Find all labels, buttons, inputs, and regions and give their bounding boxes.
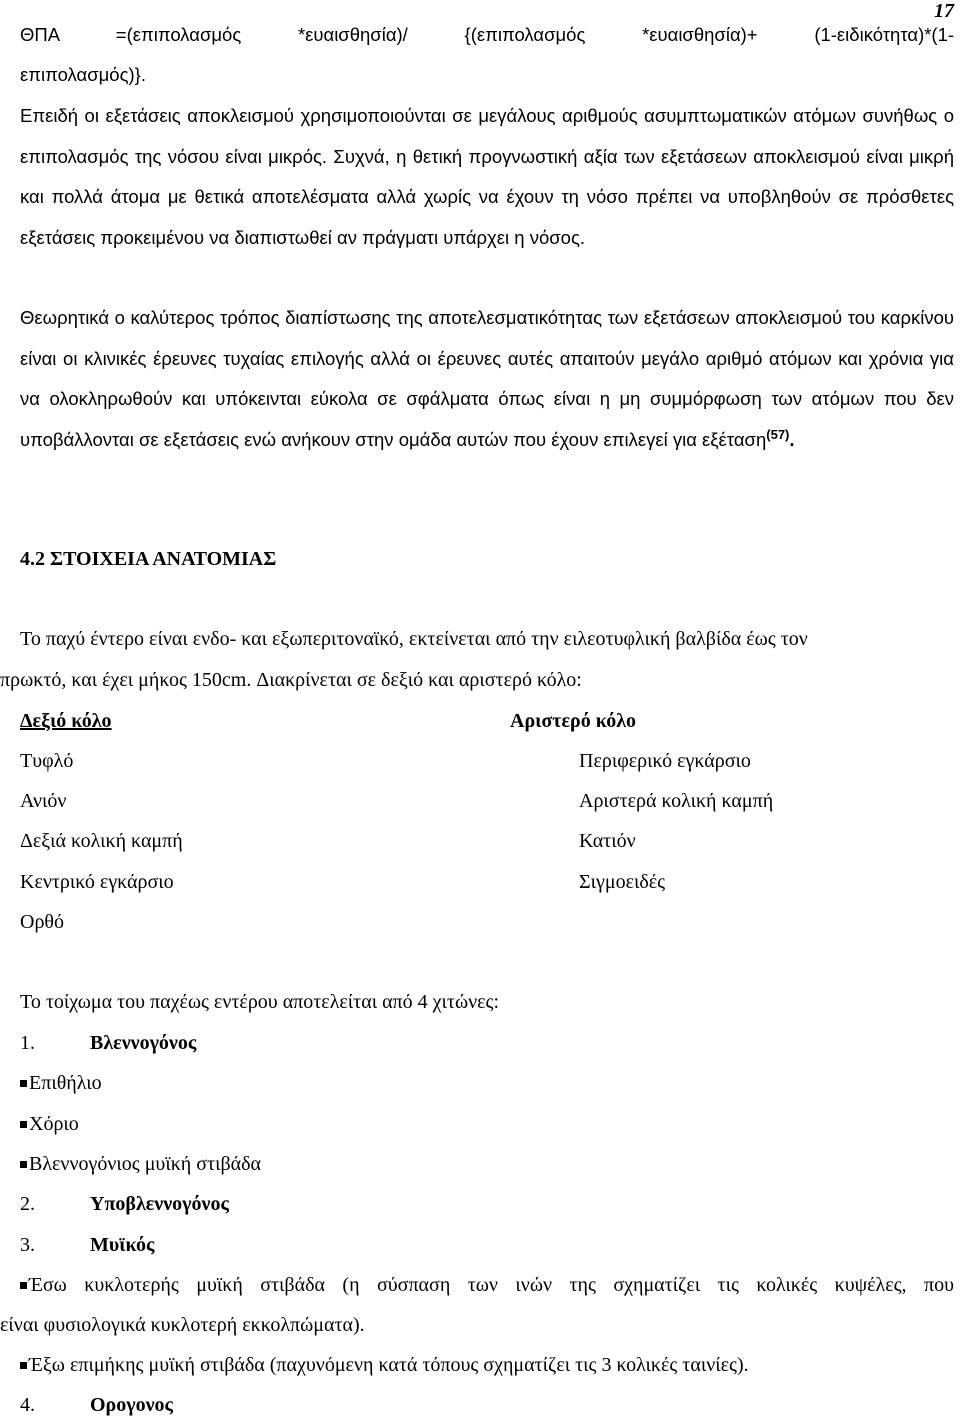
page-number: 17 <box>934 0 954 22</box>
paragraph-theory <box>20 298 954 460</box>
formula-term: ΘΠΑ <box>20 24 60 45</box>
left-colon-item: Σιγμοειδές <box>579 871 666 893</box>
left-colon-heading: Αριστερό κόλο <box>510 710 637 732</box>
sub-layer-label: Βλεννογόνιος μυϊκή στιβάδα <box>29 1153 262 1175</box>
right-colon-item: Ορθό <box>20 911 65 933</box>
bullet-icon <box>20 1121 27 1128</box>
bullet-icon <box>20 1362 27 1369</box>
bullet-icon <box>20 1282 27 1289</box>
bullet-icon <box>20 1080 27 1087</box>
paragraph-theory-end: . <box>789 428 795 450</box>
formula-term: *ευαισθησία)+ <box>642 24 758 45</box>
formula-term: {(επιπολασμός <box>464 24 586 45</box>
formula-term: (1-ειδικότητα)*(1- <box>814 24 955 45</box>
layer-1-sub <box>20 1153 261 1176</box>
layer-3 <box>20 1234 154 1257</box>
left-colon-item: Περιφερικό εγκάρσιο <box>579 750 751 772</box>
formula-line-1 <box>20 24 954 46</box>
paragraph-theory-text: Θεωρητικά ο καλύτερος τρόπος διαπίστωσης της αποτελεσματικότητας των εξετάσεων αποκλεισμού του καρκίνου είναι οι κλινικές έρευνες τυχαίας επιλογής αλλά οι έρευνες αυτές απαιτούν μεγάλο αριθμό ατόμων και χρόνια για να ολοκληρωθούν και υπόκεινται εύκολα σε σφάλματα όπως είναι η μη συμμόρφωση των ατόμων που δεν υποβάλλονται σε εξετάσεις ενώ ανήκουν στην ομάδα αυτών που έχουν επιλεγεί για εξέταση <box>20 307 954 450</box>
anatomy-intro-line-1: Το παχύ έντερο είναι ενδο- και εξωπεριτοναϊκό, εκτείνεται από την ειλεοτυφλική βαλβίδα έως τον <box>20 628 808 650</box>
layer-name: Βλεννογόνος <box>90 1032 197 1054</box>
layer-name: Ορογονος <box>90 1394 173 1416</box>
right-colon-item: Κεντρικό εγκάρσιο <box>20 871 174 893</box>
sub-layer-label: Χόριο <box>29 1113 79 1135</box>
sub-layer-label: Επιθήλιο <box>29 1072 102 1094</box>
layer-4 <box>20 1394 173 1417</box>
sub-layer-label: Έσω κυκλοτερής μυϊκή στιβάδα (η σύσπαση των ινών της σχηματίζει τις κολικές κυψέλες, που <box>29 1274 954 1296</box>
right-colon-item: Ανιόν <box>20 790 67 812</box>
layer-3-sub-1 <box>20 1274 954 1297</box>
layer-1-sub <box>20 1113 79 1136</box>
layer-number: 2. <box>20 1193 35 1215</box>
paragraph-screening: Επειδή οι εξετάσεις αποκλεισμού χρησιμοποιούνται σε μεγάλους αριθμούς ασυμπτωματικών ατόμων συνήθως ο επιπολασμός της νόσου είναι μικρός. Συχνά, η θετική προγνωστική αξία των εξετάσεων αποκλεισμού είναι μικρή και πολλά άτομα με θετικά αποτελέσματα αλλά χωρίς να έχουν τη νόσο πρέπει να υποβληθούν σε πρόσθετες εξετάσεις προκειμένου να διαπιστωθεί αν πράγματι υπάρχει η νόσος. <box>20 105 954 248</box>
wall-intro: Το τοίχωμα του παχέως εντέρου αποτελείται από 4 χιτώνες: <box>20 991 500 1013</box>
layer-number: 1. <box>20 1032 35 1054</box>
layer-3-sub-2 <box>20 1354 749 1377</box>
left-colon-item: Αριστερά κολική καμπή <box>579 790 774 812</box>
layer-number: 3. <box>20 1234 35 1256</box>
formula-term: *ευαισθησία)/ <box>297 24 408 45</box>
section-heading: 4.2 ΣΤΟΙΧΕΙΑ ΑΝΑΤΟΜΙΑΣ <box>20 548 277 570</box>
bullet-icon <box>20 1161 27 1168</box>
layer-2 <box>20 1193 229 1216</box>
right-colon-item: Τυφλό <box>20 750 74 772</box>
layer-name: Υποβλεννογόνος <box>90 1193 229 1215</box>
layer-1-sub <box>20 1072 102 1095</box>
anatomy-intro-line-2: πρωκτό, και έχει μήκος 150cm. Διακρίνεται σε δεξιό και αριστερό κόλο: <box>0 669 582 691</box>
right-colon-item: Δεξιά κολική καμπή <box>20 830 183 852</box>
formula-term: =(επιπολασμός <box>115 24 242 45</box>
layer-number: 4. <box>20 1394 35 1416</box>
layer-3-sub-1-cont: είναι φυσιολογικά κυκλοτερή εκκολπώματα). <box>0 1314 365 1336</box>
left-colon-item: Κατιόν <box>579 830 636 852</box>
layer-name: Μυϊκός <box>90 1234 155 1256</box>
layer-1 <box>20 1032 196 1055</box>
right-colon-heading: Δεξιό κόλο <box>20 710 112 732</box>
citation-reference: (57) <box>766 426 790 442</box>
formula-line-2: επιπολασμός)}. <box>20 64 146 85</box>
sub-layer-label: Έξω επιμήκης μυϊκή στιβάδα (παχυνόμενη κατά τόπους σχηματίζει τις 3 κολικές ταινίες). <box>29 1354 749 1376</box>
